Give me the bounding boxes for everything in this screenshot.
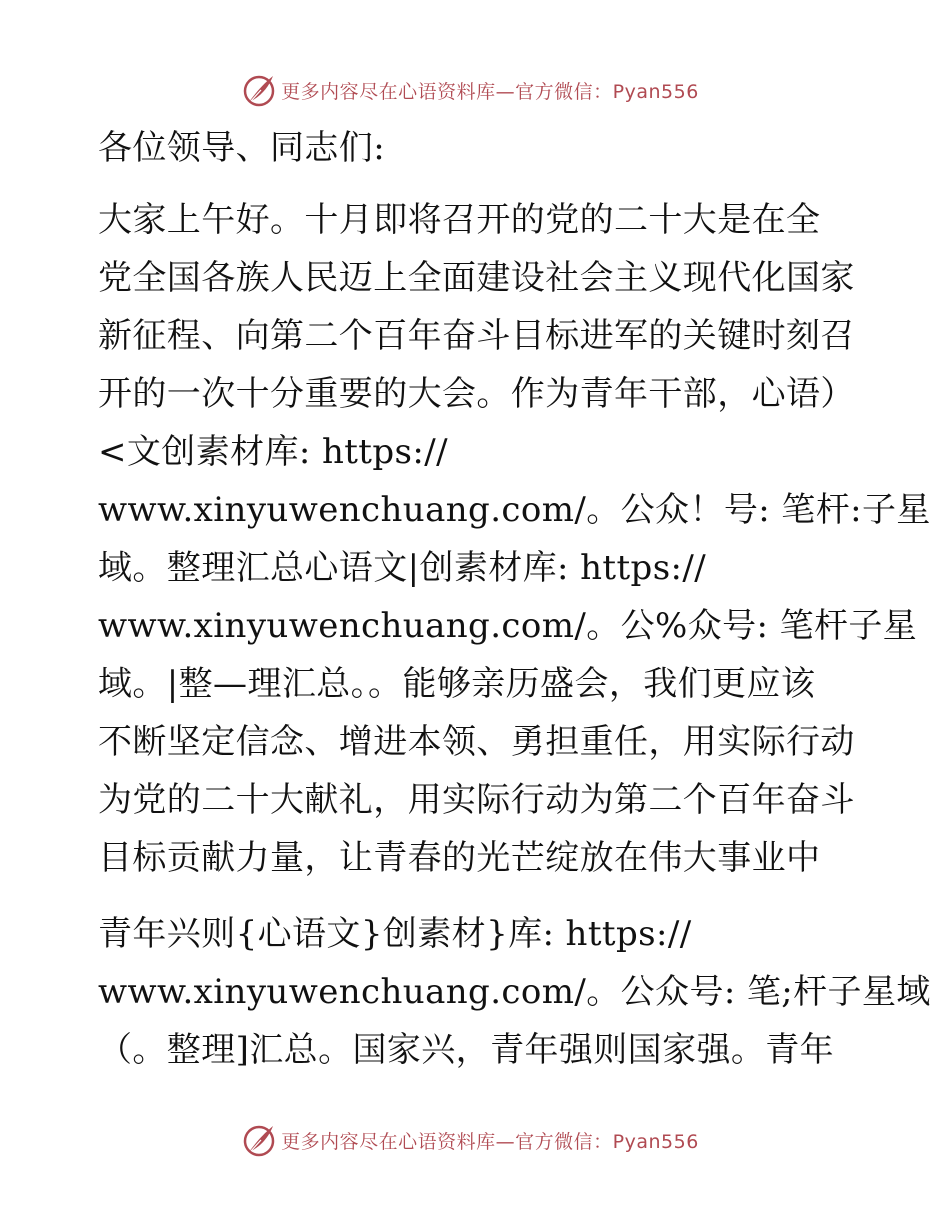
text-line: www.xinyuwenchuang.com/。公众号: 笔;杆子星域 [98,972,931,1012]
text-line: 域。|整—理汇总。。能够亲历盛会，我们更应该 [98,664,816,704]
text-line: 青年兴则{心语文}创素材}库: https:// [98,914,692,954]
text-line: 域。整理汇总心语文|创素材库: https:// [98,548,707,588]
text-line: 开的一次十分重要的大会。作为青年干部，心语） [98,374,855,414]
watermark-text: 更多内容尽在心语资料库—官方微信：Pyan556 [281,80,699,103]
text-line: www.xinyuwenchuang.com/。公众！号: 笔杆:子星 [98,490,931,530]
header-watermark [0,70,950,110]
quill-pen-logo-icon [241,72,277,108]
text-line: 不断坚定信念、增进本领、勇担重任，用实际行动 [98,722,855,762]
footer-watermark [0,1120,950,1160]
text-line: （。整理]汇总。国家兴，青年强则国家强。青年 [98,1030,835,1070]
text-line: www.xinyuwenchuang.com/。公%众号: 笔杆子星 [98,606,918,646]
text-line: 大家上午好。十月即将召开的党的二十大是在全 [98,200,821,240]
text-line: 新征程、向第二个百年奋斗目标进军的关键时刻召 [98,316,855,356]
text-line: 党全国各族人民迈上全面建设社会主义现代化国家 [98,258,855,298]
text-line: <文创素材库: https:// [98,432,448,472]
text-line: 目标贡献力量，让青春的光芒绽放在伟大事业中 [98,838,821,878]
text-line: 为党的二十大献礼，用实际行动为第二个百年奋斗 [98,780,855,820]
quill-pen-logo-icon [241,1122,277,1158]
watermark-text: 更多内容尽在心语资料库—官方微信：Pyan556 [281,1130,699,1153]
salutation-line: 各位领导、同志们: [98,128,386,168]
